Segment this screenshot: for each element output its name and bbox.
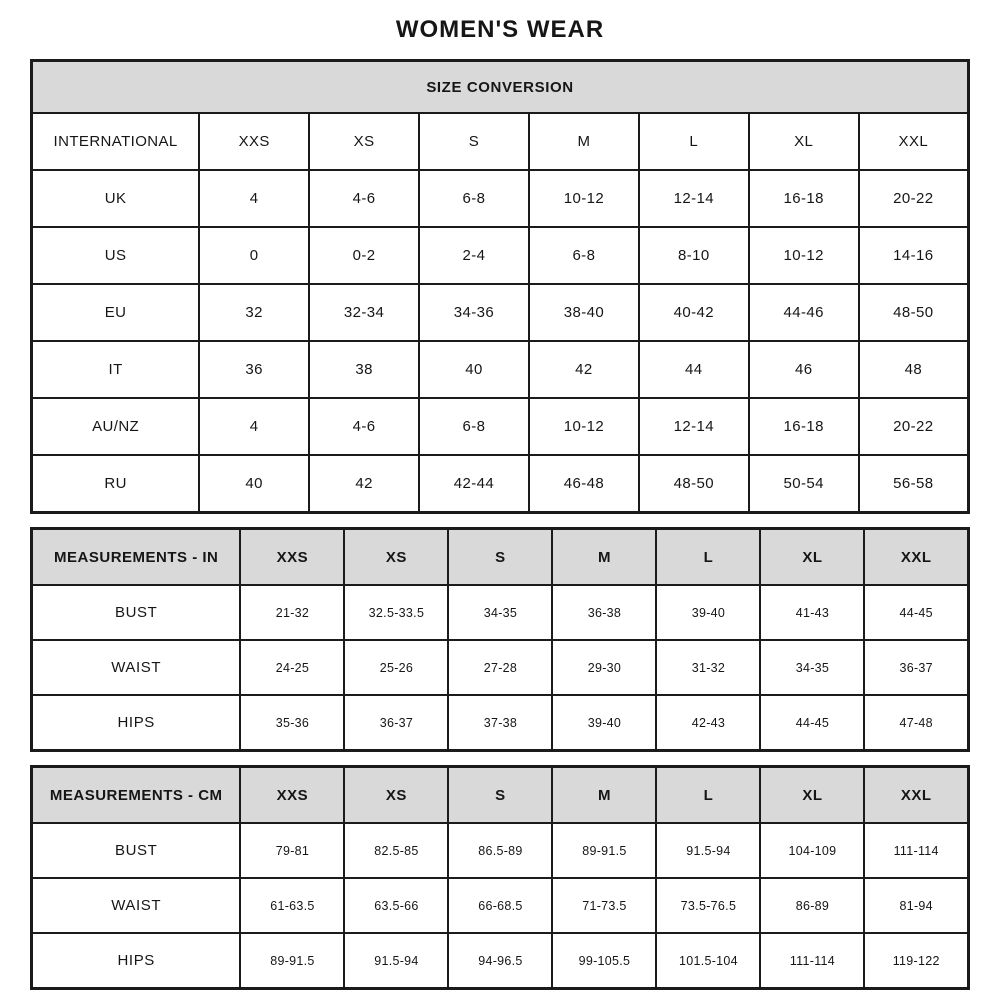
value-cell: 111-114 — [760, 933, 864, 989]
table-row — [32, 823, 969, 878]
value-cell: 91.5-94 — [344, 933, 448, 989]
value-cell: 14-16 — [859, 227, 969, 284]
value-cell: 36-37 — [864, 640, 968, 695]
size-header-cell: XXL — [864, 767, 968, 824]
table-row — [32, 695, 969, 751]
size-conversion-table — [30, 59, 970, 514]
table-row — [32, 341, 969, 398]
value-cell: 16-18 — [749, 170, 859, 227]
table-row — [32, 284, 969, 341]
value-cell: 48 — [859, 341, 969, 398]
value-cell: 44-45 — [864, 585, 968, 640]
value-cell: 36 — [199, 341, 309, 398]
value-cell: 86-89 — [760, 878, 864, 933]
size-conversion-header: SIZE CONVERSION — [32, 61, 969, 114]
value-cell: 35-36 — [240, 695, 344, 751]
table-row — [32, 398, 969, 455]
value-cell: 32 — [199, 284, 309, 341]
row-label-cell: RU — [32, 455, 200, 513]
size-header-cell: XXS — [240, 529, 344, 586]
value-cell: 29-30 — [552, 640, 656, 695]
value-cell: 99-105.5 — [552, 933, 656, 989]
table-row — [32, 878, 969, 933]
value-cell: 79-81 — [240, 823, 344, 878]
row-label-cell: IT — [32, 341, 200, 398]
value-cell: 4 — [199, 398, 309, 455]
value-cell: S — [419, 113, 529, 170]
value-cell: 36-38 — [552, 585, 656, 640]
value-cell: 37-38 — [448, 695, 552, 751]
value-cell: 0 — [199, 227, 309, 284]
table-row — [32, 113, 969, 170]
value-cell: 42-44 — [419, 455, 529, 513]
row-label-cell: INTERNATIONAL — [32, 113, 200, 170]
value-cell: 42 — [309, 455, 419, 513]
row-label-cell: BUST — [32, 585, 241, 640]
row-label-cell: UK — [32, 170, 200, 227]
value-cell: 94-96.5 — [448, 933, 552, 989]
value-cell: 32.5-33.5 — [344, 585, 448, 640]
value-cell: 4 — [199, 170, 309, 227]
value-cell: 71-73.5 — [552, 878, 656, 933]
value-cell: 34-35 — [448, 585, 552, 640]
measurements-in-header-row — [32, 529, 969, 586]
value-cell: 63.5-66 — [344, 878, 448, 933]
value-cell: 0-2 — [309, 227, 419, 284]
value-cell: 89-91.5 — [552, 823, 656, 878]
value-cell: 39-40 — [552, 695, 656, 751]
row-label-cell: HIPS — [32, 695, 241, 751]
value-cell: 6-8 — [529, 227, 639, 284]
row-label-cell: US — [32, 227, 200, 284]
size-header-cell: S — [448, 529, 552, 586]
value-cell: XL — [749, 113, 859, 170]
value-cell: 38 — [309, 341, 419, 398]
value-cell: 91.5-94 — [656, 823, 760, 878]
value-cell: 44 — [639, 341, 749, 398]
row-label-cell: HIPS — [32, 933, 241, 989]
size-header-cell: S — [448, 767, 552, 824]
value-cell: XS — [309, 113, 419, 170]
value-cell: 20-22 — [859, 398, 969, 455]
measurements-in-header: MEASUREMENTS - IN — [32, 529, 241, 586]
table-row — [32, 933, 969, 989]
value-cell: 73.5-76.5 — [656, 878, 760, 933]
value-cell: 10-12 — [529, 398, 639, 455]
value-cell: 32-34 — [309, 284, 419, 341]
value-cell: 48-50 — [859, 284, 969, 341]
value-cell: 34-36 — [419, 284, 529, 341]
page-title: WOMEN'S WEAR — [395, 16, 605, 43]
value-cell: 66-68.5 — [448, 878, 552, 933]
table-row — [32, 455, 969, 513]
value-cell: 44-46 — [749, 284, 859, 341]
value-cell: 41-43 — [760, 585, 864, 640]
value-cell: 82.5-85 — [344, 823, 448, 878]
table-row — [32, 585, 969, 640]
value-cell: 8-10 — [639, 227, 749, 284]
value-cell: 4-6 — [309, 170, 419, 227]
value-cell: 36-37 — [344, 695, 448, 751]
row-label-cell: EU — [32, 284, 200, 341]
table-banner-row — [32, 61, 969, 114]
value-cell: 4-6 — [309, 398, 419, 455]
value-cell: 42 — [529, 341, 639, 398]
size-header-cell: XXL — [864, 529, 968, 586]
size-header-cell: XS — [344, 767, 448, 824]
measurements-cm-table — [30, 765, 970, 990]
value-cell: M — [529, 113, 639, 170]
value-cell: 50-54 — [749, 455, 859, 513]
value-cell: 24-25 — [240, 640, 344, 695]
value-cell: 44-45 — [760, 695, 864, 751]
size-header-cell: L — [656, 767, 760, 824]
size-header-cell: XS — [344, 529, 448, 586]
value-cell: XXL — [859, 113, 969, 170]
value-cell: 10-12 — [749, 227, 859, 284]
size-header-cell: M — [552, 529, 656, 586]
row-label-cell: AU/NZ — [32, 398, 200, 455]
value-cell: 104-109 — [760, 823, 864, 878]
value-cell: L — [639, 113, 749, 170]
value-cell: 86.5-89 — [448, 823, 552, 878]
measurements-in-table — [30, 527, 970, 752]
measurements-cm-header-row — [32, 767, 969, 824]
value-cell: 81-94 — [864, 878, 968, 933]
value-cell: 47-48 — [864, 695, 968, 751]
value-cell: XXS — [199, 113, 309, 170]
value-cell: 34-35 — [760, 640, 864, 695]
size-header-cell: XXS — [240, 767, 344, 824]
value-cell: 40 — [199, 455, 309, 513]
value-cell: 21-32 — [240, 585, 344, 640]
value-cell: 12-14 — [639, 170, 749, 227]
value-cell: 39-40 — [656, 585, 760, 640]
value-cell: 6-8 — [419, 398, 529, 455]
value-cell: 31-32 — [656, 640, 760, 695]
table-row — [32, 170, 969, 227]
row-label-cell: WAIST — [32, 878, 241, 933]
value-cell: 42-43 — [656, 695, 760, 751]
size-header-cell: M — [552, 767, 656, 824]
table-row — [32, 640, 969, 695]
size-header-cell: XL — [760, 529, 864, 586]
value-cell: 20-22 — [859, 170, 969, 227]
value-cell: 56-58 — [859, 455, 969, 513]
value-cell: 101.5-104 — [656, 933, 760, 989]
value-cell: 89-91.5 — [240, 933, 344, 989]
measurements-cm-header: MEASUREMENTS - CM — [32, 767, 241, 824]
value-cell: 46-48 — [529, 455, 639, 513]
row-label-cell: WAIST — [32, 640, 241, 695]
value-cell: 48-50 — [639, 455, 749, 513]
value-cell: 61-63.5 — [240, 878, 344, 933]
value-cell: 46 — [749, 341, 859, 398]
value-cell: 38-40 — [529, 284, 639, 341]
value-cell: 40 — [419, 341, 529, 398]
table-row — [32, 227, 969, 284]
value-cell: 27-28 — [448, 640, 552, 695]
size-header-cell: XL — [760, 767, 864, 824]
value-cell: 25-26 — [344, 640, 448, 695]
value-cell: 2-4 — [419, 227, 529, 284]
value-cell: 40-42 — [639, 284, 749, 341]
row-label-cell: BUST — [32, 823, 241, 878]
value-cell: 10-12 — [529, 170, 639, 227]
size-header-cell: L — [656, 529, 760, 586]
value-cell: 16-18 — [749, 398, 859, 455]
value-cell: 12-14 — [639, 398, 749, 455]
value-cell: 111-114 — [864, 823, 968, 878]
value-cell: 6-8 — [419, 170, 529, 227]
value-cell: 119-122 — [864, 933, 968, 989]
